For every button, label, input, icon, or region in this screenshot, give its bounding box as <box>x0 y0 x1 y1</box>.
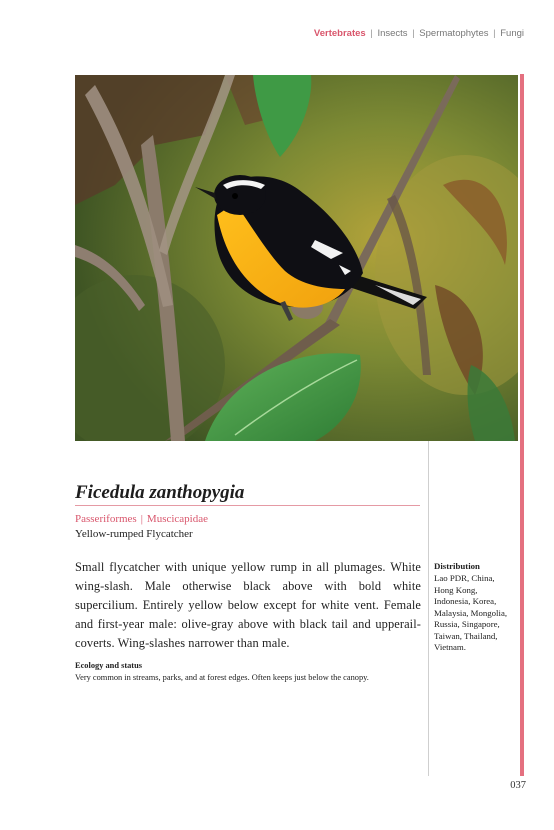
nav-fungi[interactable]: Fungi <box>500 28 524 39</box>
ecology-heading: Ecology and status <box>75 661 143 670</box>
page-number: 037 <box>510 780 526 791</box>
taxonomy-line <box>75 513 208 525</box>
nav-vertebrates[interactable]: Vertebrates <box>313 28 366 39</box>
ecology-text: Very common in streams, parks, and at forest edges. Often keeps just below the canopy. <box>75 673 369 682</box>
distribution-text: Lao PDR, China, Hong Kong, Indonesia, Korea, Malaysia, Mongolia, Russia, Singapore, Taiwan, Thailand, Vietnam. <box>434 573 508 652</box>
bird-photo-illustration <box>75 75 518 441</box>
taxon-separator: | <box>140 513 143 525</box>
accent-bar <box>520 74 524 776</box>
bird-photo <box>75 75 518 441</box>
species-scientific-name: Ficedula zanthopygia <box>75 482 245 503</box>
distribution-heading: Distribution <box>434 561 480 571</box>
nav-spermatophytes[interactable]: Spermatophytes <box>419 28 489 39</box>
nav-insects[interactable]: Insects <box>377 28 408 39</box>
family-name: Muscicapidae <box>146 513 209 525</box>
column-divider <box>428 441 429 776</box>
order-name: Passeriformes <box>75 513 137 525</box>
nav-separator: | <box>493 28 496 39</box>
species-description: Small flycatcher with unique yellow rump in all plumages. White wing-slash. Male otherwise black above with bold white supercilium. Entirely yellow below except for white vent. Female and first-year male: olive-gray above with black tail and upperail-coverts. Wing-slashes narrower than male. <box>75 560 421 650</box>
common-name: Yellow-rumped Flycatcher <box>75 528 193 540</box>
nav-separator: | <box>370 28 373 39</box>
section-nav <box>314 28 524 39</box>
title-rule <box>75 505 420 506</box>
nav-separator: | <box>412 28 415 39</box>
